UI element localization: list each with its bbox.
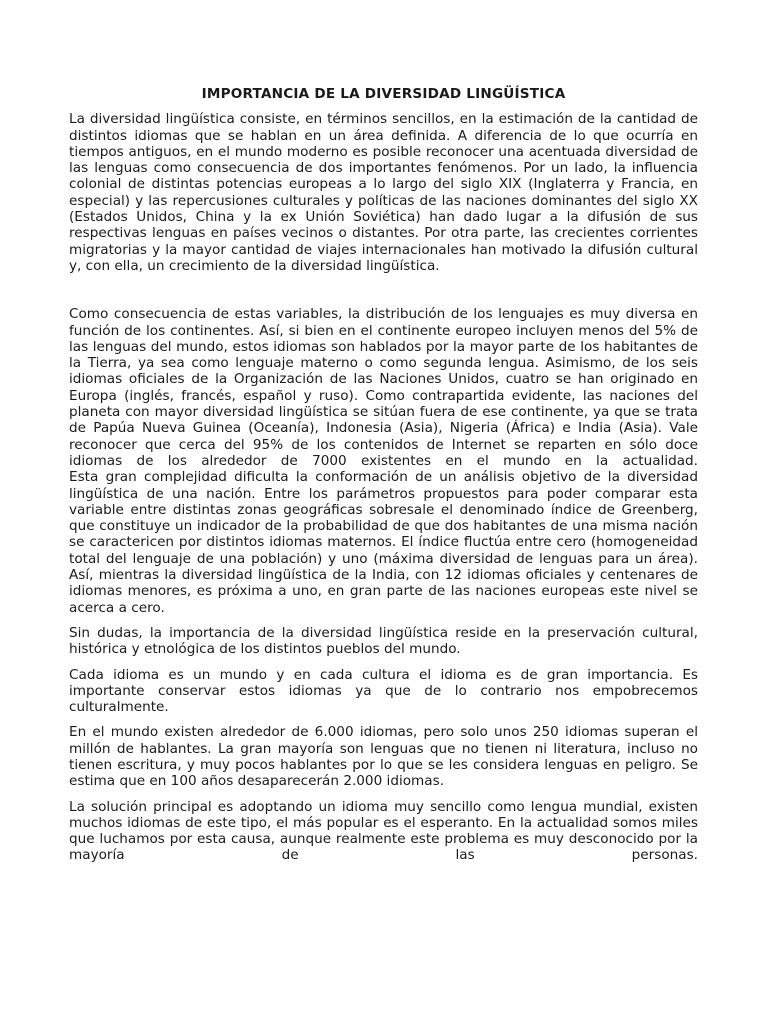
- paragraph-7: La solución principal es adoptando un idioma muy sencillo como lengua mundial, existen muchos idiomas de este tipo, el más popular es el esperanto. En la actualidad somos miles que luchamos por esta causa, aunque realmente este problema es muy desconocido por la mayoría de las personas.: [69, 798, 698, 864]
- paragraph-4: Sin dudas, la importancia de la diversidad lingüística reside en la preservación cultural, histórica y etnológica de los distintos pueblos del mundo.: [69, 624, 698, 658]
- paragraph-1: La diversidad lingüística consiste, en términos sencillos, en la estimación de la cantidad de distintos idiomas que se hablan en un área definida. A diferencia de lo que ocurría en tiempos antiguos, en el mundo moderno es posible reconocer una acentuada diversidad de las lenguas como consecuencia de dos importantes fenómenos. Por un lado, la influencia colonial de distintas potencias europeas a lo largo del siglo XIX (Inglaterra y Francia, en especial) y las repercusiones culturales y políticas de las naciones dominantes del siglo XX (Estados Unidos, China y la ex Unión Soviética) han dado lugar a la difusión de sus respectivas lenguas en países vecinos o distantes. Por otra parte, las crecientes corrientes migratorias y la mayor cantidad de viajes internacionales han motivado la difusión cultural y, con ella, un crecimiento de la diversidad lingüística.: [69, 111, 698, 274]
- document-page: [69, 86, 698, 864]
- paragraph-5: Cada idioma es un mundo y en cada cultura el idioma es de gran importancia. Es importante conservar estos idiomas ya que de lo contrario nos empobrecemos culturalmente.: [69, 666, 698, 716]
- paragraph-6: En el mundo existen alrededor de 6.000 idiomas, pero solo unos 250 idiomas superan el millón de hablantes. La gran mayoría son lenguas que no tienen ni literatura, incluso no tienen escritura, y muy pocos hablantes por lo que se les considera lenguas en peligro. Se estima que en 100 años desaparecerán 2.000 idiomas.: [69, 724, 698, 790]
- paragraph-3: Esta gran complejidad dificulta la conformación de un análisis objetivo de la diversidad lingüística de una nación. Entre los parámetros propuestos para poder comparar esta variable entre distintas zonas geográficas sobresale el denominado índice de Greenberg, que constituye un indicador de la probabilidad de que dos habitantes de una misma nación se caractericen por distintos idiomas maternos. El índice fluctúa entre cero (homogeneidad total del lenguaje de una población) y uno (máxima diversidad de lenguas para un área). Así, mientras la diversidad lingüística de la India, con 12 idiomas oficiales y centenares de idiomas menores, es próxima a uno, en gran parte de las naciones europeas este nivel se acerca a cero.: [69, 469, 698, 616]
- document-title: IMPORTANCIA DE LA DIVERSIDAD LINGÜÍSTICA: [201, 86, 566, 102]
- paragraph-2: Como consecuencia de estas variables, la distribución de los lenguajes es muy diversa en función de los continentes. Así, si bien en el continente europeo incluyen menos del 5% de las lenguas del mundo, estos idiomas son hablados por la mayor parte de los habitantes de la Tierra, ya sea como lenguaje materno o como segunda lengua. Asimismo, de los seis idiomas oficiales de la Organización de las Naciones Unidos, cuatro se han originado en Europa (inglés, francés, español y ruso). Como contrapartida evidente, las naciones del planeta con mayor diversidad lingüística se sitúan fuera de ese continente, ya que se trata de Papúa Nueva Guinea (Oceanía), Indonesia (Asia), Nigeria (África) e India (Asia). Vale reconocer que cerca del 95% de los contenidos de Internet se reparten en sólo doce idiomas de los alrededor de 7000 existentes en el mundo en la actualidad.: [69, 306, 698, 469]
